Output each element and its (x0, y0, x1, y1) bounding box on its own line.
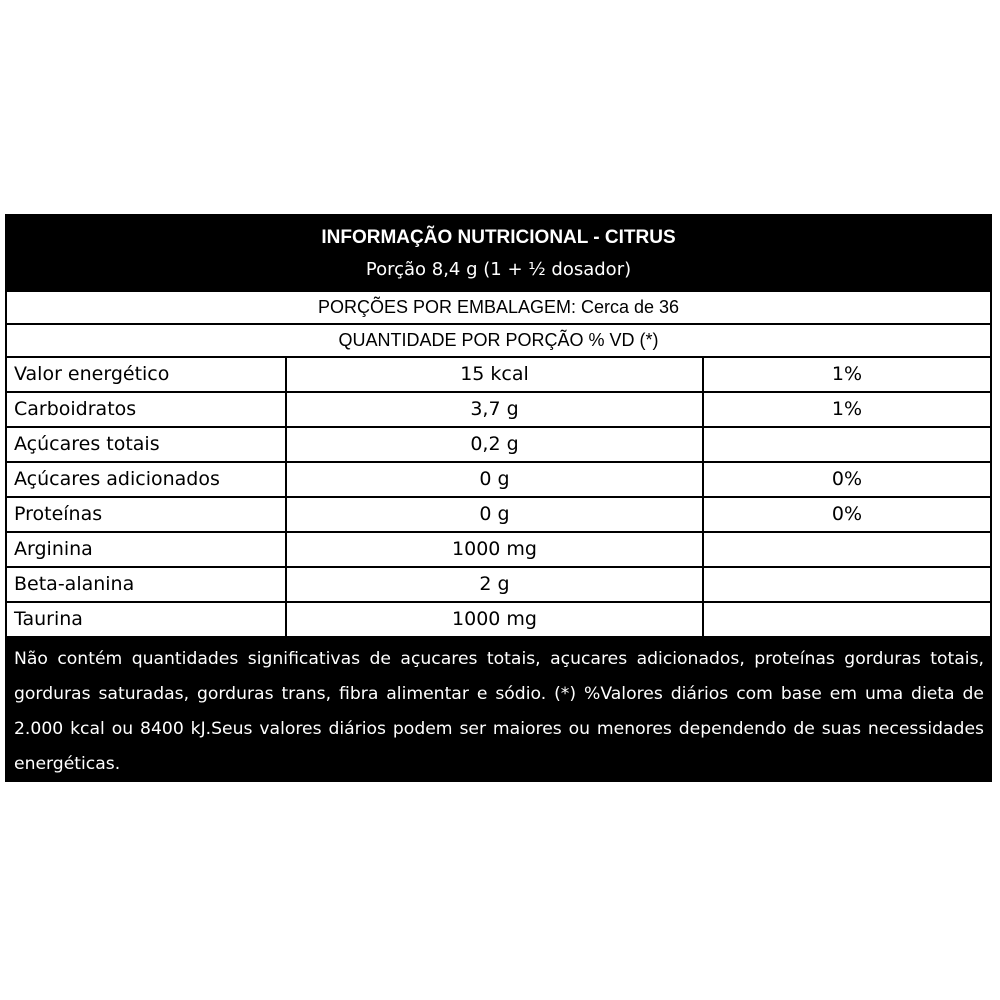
table-row (7, 533, 990, 566)
nutrient-amount: 1000 mg (287, 533, 702, 566)
nutrient-amount: 0 g (287, 498, 702, 531)
nutrition-title: INFORMAÇÃO NUTRICIONAL - CITRUS (321, 227, 676, 248)
table-row (7, 463, 990, 496)
nutrient-dv: 0% (704, 463, 990, 496)
nutrient-dv: 1% (704, 358, 990, 391)
nutrient-name: Taurina (7, 603, 285, 636)
nutrient-amount: 0 g (287, 463, 702, 496)
nutrient-dv (704, 533, 990, 566)
nutrient-amount: 3,7 g (287, 393, 702, 426)
nutrient-amount: 15 kcal (287, 358, 702, 391)
nutrient-name: Carboidratos (7, 393, 285, 426)
nutrition-facts-panel (5, 214, 992, 782)
nutrient-name: Valor energético (7, 358, 285, 391)
servings-per-package: PORÇÕES POR EMBALAGEM: Cerca de 36 (7, 292, 990, 323)
nutrient-name: Beta-alanina (7, 568, 285, 601)
nutrient-name: Açúcares totais (7, 428, 285, 461)
nutrient-dv: 0% (704, 498, 990, 531)
nutrient-amount: 1000 mg (287, 603, 702, 636)
nutrient-dv (704, 568, 990, 601)
nutrient-amount: 0,2 g (287, 428, 702, 461)
nutrient-name: Açúcares adicionados (7, 463, 285, 496)
table-row (7, 358, 990, 391)
portion-size: Porção 8,4 g (1 + ½ dosador) (365, 259, 632, 280)
table-row (7, 428, 990, 461)
nutrient-dv: 1% (704, 393, 990, 426)
quantity-header: QUANTIDADE POR PORÇÃO % VD (*) (7, 325, 990, 356)
nutrient-name: Proteínas (7, 498, 285, 531)
footnote-text: Não contém quantidades significativas de açucares totais, açucares adicionados, proteínas gorduras totais, gorduras saturadas, gorduras trans, fibra alimentar e sódio. (*) %Valores diários com base em uma dieta de 2.000 kcal ou 8400 kJ.Seus valores diários podem ser maiores ou menores dependendo de suas necessidades energéticas. (14, 649, 984, 774)
nutrient-amount: 2 g (287, 568, 702, 601)
table-row (7, 603, 990, 636)
nutrient-dv (704, 428, 990, 461)
table-row (7, 568, 990, 601)
nutrient-name: Arginina (7, 533, 285, 566)
table-row (7, 393, 990, 426)
nutrient-dv (704, 603, 990, 636)
table-row (7, 498, 990, 531)
